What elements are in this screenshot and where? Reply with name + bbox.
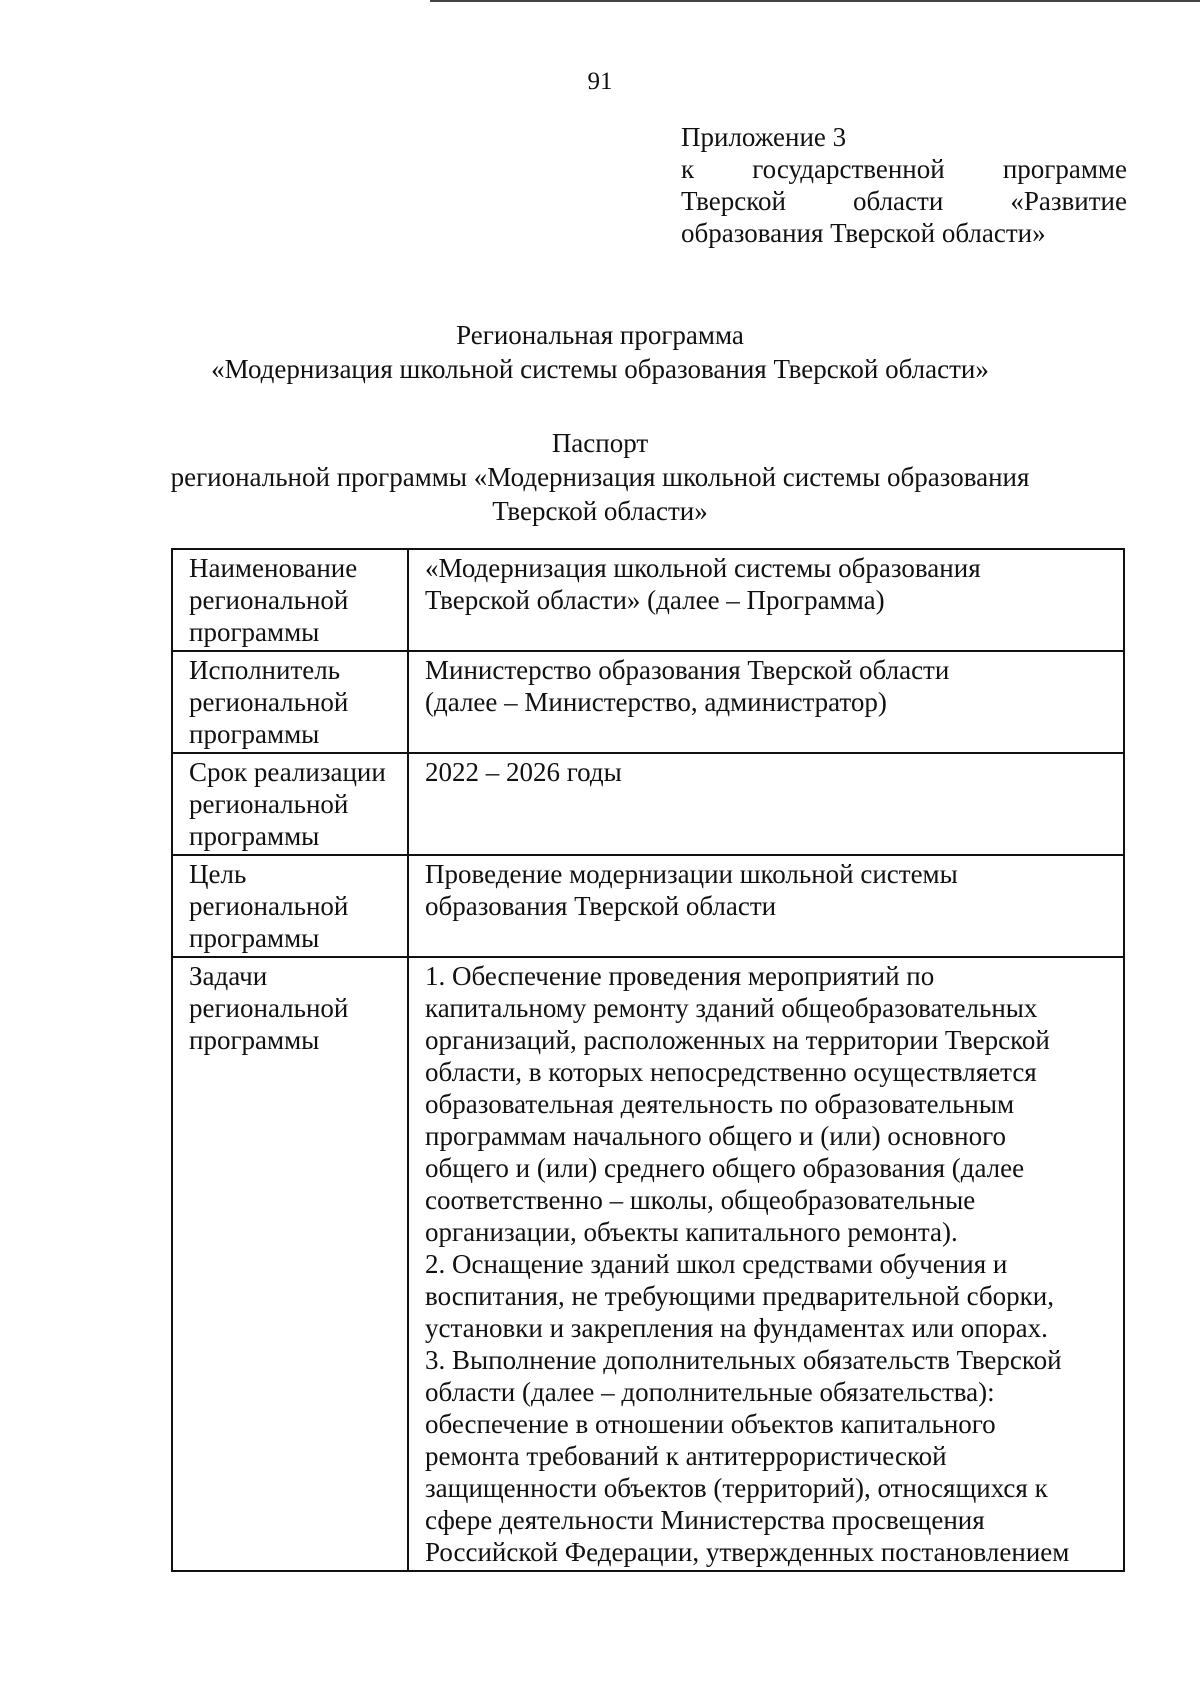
table-cell-parameter bbox=[172, 549, 408, 651]
value-text: 2. Оснащение зданий школ средствами обучения и bbox=[425, 1249, 1008, 1279]
table-cell-parameter bbox=[172, 855, 408, 957]
parameter-text: программы bbox=[189, 617, 320, 647]
appendix-reference-line: образования Тверской области» bbox=[681, 218, 1046, 248]
parameter-text: Задачи bbox=[189, 961, 268, 991]
appendix-reference-line: к государственной программе bbox=[681, 154, 1127, 184]
value-text: области (далее – дополнительные обязательства): bbox=[425, 1377, 995, 1407]
table-cell-value bbox=[408, 855, 1124, 957]
value-text: (далее – Министерство, администратор) bbox=[425, 687, 887, 717]
value-text: организации, объекты капитального ремонта). bbox=[425, 1217, 958, 1247]
program-heading: Региональная программа bbox=[456, 320, 744, 350]
parameter-text: региональной bbox=[189, 789, 349, 819]
value-text: организаций, расположенных на территории Тверской bbox=[425, 1025, 1050, 1055]
passport-heading: Паспорт bbox=[551, 428, 649, 458]
page-number: 91 bbox=[587, 68, 613, 95]
parameter-text: региональной bbox=[189, 585, 349, 615]
table-cell-value bbox=[408, 549, 1124, 651]
parameter-text: региональной bbox=[189, 993, 349, 1023]
parameter-text: программы bbox=[189, 719, 320, 749]
table-row bbox=[172, 549, 1124, 651]
appendix-reference bbox=[681, 153, 1127, 249]
value-text: образовательная деятельность по образовательным bbox=[425, 1089, 1015, 1119]
table-row bbox=[172, 957, 1124, 1571]
appendix-block bbox=[681, 121, 1127, 249]
table-row bbox=[172, 753, 1124, 855]
appendix-title: Приложение 3 bbox=[681, 122, 847, 152]
value-text: ремонта требований к антитеррористической bbox=[425, 1441, 947, 1471]
parameter-text: региональной bbox=[189, 687, 349, 717]
parameter-text: Цель bbox=[189, 859, 247, 889]
parameter-text: Срок реализации bbox=[189, 757, 386, 787]
value-text: 1. Обеспечение проведения мероприятий по bbox=[425, 961, 935, 991]
value-text: Российской Федерации, утвержденных постановлением bbox=[425, 1537, 1070, 1567]
table-row bbox=[172, 651, 1124, 753]
value-text: обеспечение в отношении объектов капитального bbox=[425, 1409, 996, 1439]
scan-top-rule bbox=[430, 0, 1200, 2]
parameter-text: Исполнитель bbox=[189, 655, 341, 685]
value-text: капитальному ремонту зданий общеобразовательных bbox=[425, 993, 1038, 1023]
table-cell-value bbox=[408, 753, 1124, 855]
program-name-heading: «Модернизация школьной системы образования Тверской области» bbox=[211, 354, 989, 384]
value-text: установки и закрепления на фундаментах или опорах. bbox=[425, 1313, 1048, 1343]
value-text: сфере деятельности Министерства просвещения bbox=[425, 1505, 985, 1535]
value-text: 2022 – 2026 годы bbox=[425, 757, 622, 787]
value-text: 3. Выполнение дополнительных обязательств Тверской bbox=[425, 1345, 1062, 1375]
value-text: области, в которых непосредственно осуществляется bbox=[425, 1057, 1037, 1087]
table-cell-parameter bbox=[172, 957, 408, 1571]
value-text: «Модернизация школьной системы образования bbox=[425, 553, 981, 583]
passport-table bbox=[171, 548, 1125, 1572]
value-text: общего и (или) среднего общего образования (далее bbox=[425, 1153, 1025, 1183]
value-text: программам начального общего и (или) основного bbox=[425, 1121, 1007, 1151]
appendix-reference-line: Тверской области «Развитие bbox=[681, 186, 1127, 216]
parameter-text: программы bbox=[189, 821, 320, 851]
table-cell-parameter bbox=[172, 651, 408, 753]
value-text: соответственно – школы, общеобразовательные bbox=[425, 1185, 976, 1215]
parameter-text: программы bbox=[189, 923, 320, 953]
value-text: образования Тверской области bbox=[425, 891, 777, 921]
value-text: Министерство образования Тверской области bbox=[425, 655, 950, 685]
table-cell-value bbox=[408, 957, 1124, 1571]
parameter-text: Наименование bbox=[189, 553, 358, 583]
value-text: Проведение модернизации школьной системы bbox=[425, 859, 958, 889]
passport-subheading: региональной программы «Модернизация школьной системы образования bbox=[170, 462, 1030, 492]
parameter-text: региональной bbox=[189, 891, 349, 921]
table-row bbox=[172, 855, 1124, 957]
value-text: воспитания, не требующими предварительной сборки, bbox=[425, 1281, 1054, 1311]
value-text: защищенности объектов (территорий), относящихся к bbox=[425, 1473, 1048, 1503]
document-titles bbox=[140, 318, 1060, 528]
value-text: Тверской области» (далее – Программа) bbox=[425, 585, 885, 615]
parameter-text: программы bbox=[189, 1025, 320, 1055]
passport-subheading-cont: Тверской области» bbox=[492, 496, 708, 526]
table-cell-value bbox=[408, 651, 1124, 753]
table-cell-parameter bbox=[172, 753, 408, 855]
